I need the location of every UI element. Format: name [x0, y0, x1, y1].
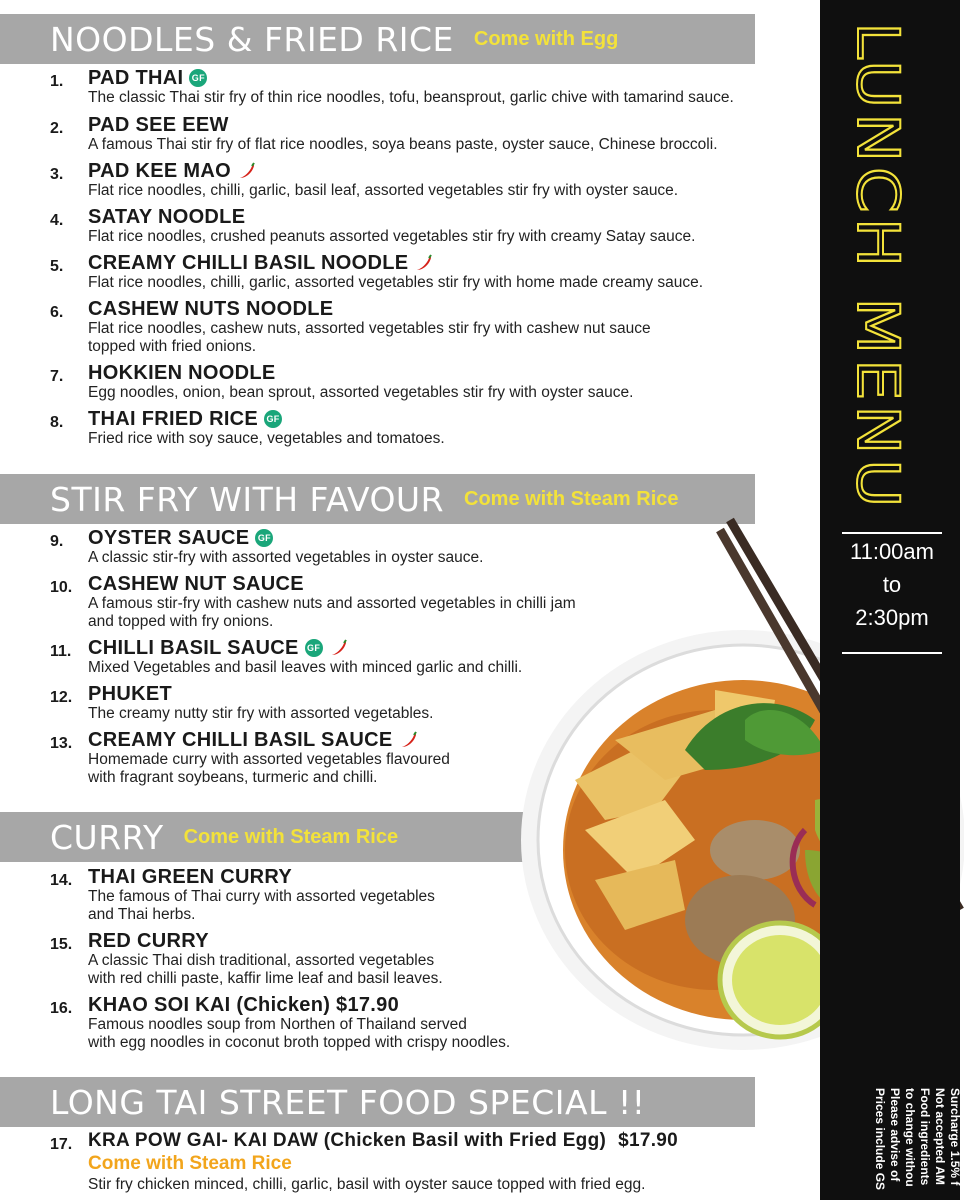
item-number: 15. [50, 936, 73, 953]
item-name: KHAO SOI KAI (Chicken) $17.90 [88, 994, 400, 1016]
item-description-continued: with egg noodles in coconut broth topped with crispy noodles. [88, 1034, 511, 1051]
hours-to: to [882, 572, 902, 597]
section-note: Come with Egg [473, 27, 619, 50]
item-number: 3. [50, 166, 64, 183]
item-name: THAI FRIED RICE [88, 408, 259, 430]
chili-pepper-icon [414, 253, 434, 273]
menu-item [50, 866, 530, 924]
section-title: STIR FRY WITH FAVOUR [50, 479, 444, 519]
item-description: Flat rice noodles, cashew nuts, assorted vegetables stir fry with cashew nut sauce [88, 320, 651, 337]
item-description: Homemade curry with assorted vegetables flavoured [88, 751, 450, 768]
menu-item [50, 1130, 750, 1194]
item-description: Flat rice noodles, chilli, garlic, assorted vegetables stir fry with home made creamy sauce. [88, 274, 704, 291]
item-name: CREAMY CHILLI BASIL SAUCE [88, 729, 393, 751]
item-name: PAD THAI [88, 67, 184, 89]
gluten-free-icon: GF [264, 410, 282, 428]
menu-item [50, 160, 820, 200]
item-description: The classic Thai stir fry of thin rice noodles, tofu, beansprout, garlic chive with tamarind sauce. [88, 89, 734, 106]
item-name: SATAY NOODLE [88, 206, 246, 228]
item-description: Fried rice with soy sauce, vegetables and tomatoes. [88, 430, 445, 447]
chili-pepper-icon [329, 638, 349, 658]
menu-item [50, 573, 690, 631]
menu-item [50, 206, 820, 246]
menu-item [50, 408, 820, 448]
item-description: Famous noodles soup from Northen of Thailand served [88, 1016, 467, 1033]
menu-item [50, 298, 820, 356]
lunch-menu-side-panel [820, 0, 960, 1200]
item-number: 5. [50, 258, 64, 275]
menu-item [50, 930, 530, 988]
item-name: CASHEW NUTS NOODLE [88, 298, 334, 320]
item-number: 7. [50, 368, 64, 385]
menu-item [50, 67, 820, 107]
hours-until: 2:30pm [855, 605, 929, 630]
section-header-noodles [0, 14, 755, 64]
section-title: LONG TAI STREET FOOD SPECIAL !! [50, 1082, 646, 1122]
item-description: The creamy nutty stir fry with assorted vegetables. [88, 705, 434, 722]
menu-item [50, 527, 820, 567]
item-name: PAD SEE EEW [88, 114, 229, 136]
item-name: CHILLI BASIL SAUCE [88, 637, 299, 659]
section-title: CURRY [50, 817, 164, 857]
hours-from: 11:00am [850, 539, 934, 564]
item-description: A famous stir-fry with cashew nuts and assorted vegetables in chilli jam [88, 595, 576, 612]
fine-print [834, 1088, 964, 1200]
item-description: Stir fry chicken minced, chilli, garlic, basil with oyster sauce topped with fried egg. [88, 1176, 646, 1193]
item-description: Mixed Vegetables and basil leaves with minced garlic and chilli. [88, 659, 523, 676]
item-description: A classic Thai dish traditional, assorted vegetables [88, 952, 435, 969]
item-number: 11. [50, 643, 72, 660]
item-name: CREAMY CHILLI BASIL NOODLE [88, 252, 409, 274]
item-description-continued: with fragrant soybeans, turmeric and chilli. [88, 769, 378, 786]
menu-item [50, 252, 820, 292]
section-header-curry [0, 812, 525, 862]
item-name: RED CURRY [88, 930, 209, 952]
item-number: 1. [50, 73, 64, 90]
lunch-menu-title [844, 22, 925, 522]
item-number: 2. [50, 120, 64, 137]
item-note: Come with Steam Rice [88, 1153, 292, 1174]
item-description: Flat rice noodles, chilli, garlic, basil leaf, assorted vegetables stir fry with oyster sauce. [88, 182, 679, 199]
gluten-free-icon: GF [305, 639, 323, 657]
item-name: PAD KEE MAO [88, 160, 231, 182]
item-description: The famous of Thai curry with assorted vegetables [88, 888, 435, 905]
gluten-free-icon: GF [255, 529, 273, 547]
item-description-continued: and Thai herbs. [88, 906, 196, 923]
item-description-continued: and topped with fry onions. [88, 613, 274, 630]
menu-item [50, 114, 820, 154]
fine-print-line: to change withou [903, 1088, 917, 1187]
menu-item [50, 637, 650, 677]
item-number: 4. [50, 212, 64, 229]
menu-item [50, 994, 610, 1052]
menu-item [50, 362, 820, 402]
item-name: PHUKET [88, 683, 173, 705]
fine-print-line: Prices include GS [873, 1088, 887, 1191]
divider [842, 652, 942, 654]
lunch-hours [842, 535, 942, 634]
gluten-free-icon: GF [189, 69, 207, 87]
item-name: THAI GREEN CURRY [88, 866, 293, 888]
item-description-continued: topped with fried onions. [88, 338, 257, 355]
section-note: Come with Steam Rice [464, 487, 679, 510]
menu-item [50, 729, 530, 787]
item-description: Egg noodles, onion, bean sprout, assorted vegetables stir fry with oyster sauce. [88, 384, 634, 401]
section-title: NOODLES & FRIED RICE [50, 19, 454, 59]
item-number: 6. [50, 304, 64, 321]
item-number: 17. [50, 1136, 73, 1153]
section-note: Come with Steam Rice [183, 825, 399, 848]
item-name: CASHEW NUT SAUCE [88, 573, 304, 595]
chili-pepper-icon [399, 730, 419, 750]
fine-print-line: Not accepted AM [933, 1088, 947, 1185]
fine-print-line: Surcharge 1.5% f [948, 1088, 962, 1186]
item-description: A famous Thai stir fry of flat rice noodles, soya beans paste, oyster sauce, Chinese broccoli. [88, 136, 718, 153]
item-description: Flat rice noodles, crushed peanuts assorted vegetables stir fry with creamy Satay sauce. [88, 228, 696, 245]
section-header-stirfry [0, 474, 755, 524]
item-number: 9. [50, 533, 64, 550]
item-name: KRA POW GAI- KAI DAW (Chicken Basil with Fried Egg) [88, 1130, 607, 1151]
item-description-continued: with red chilli paste, kaffir lime leaf and basil leaves. [88, 970, 443, 987]
item-number: 13. [50, 735, 73, 752]
item-description: A classic stir-fry with assorted vegetables in oyster sauce. [88, 549, 484, 566]
divider [842, 532, 942, 534]
item-price: $17.90 [618, 1130, 679, 1151]
item-number: 14. [50, 872, 73, 889]
item-name: OYSTER SAUCE [88, 527, 250, 549]
item-number: 8. [50, 414, 64, 431]
menu-item [50, 683, 550, 723]
fine-print-line: Please advise of [888, 1088, 902, 1182]
item-number: 12. [50, 689, 73, 706]
item-number: 16. [50, 1000, 73, 1017]
lunch-menu-title-text: LUNCH MENU [844, 22, 912, 453]
item-number: 10. [50, 579, 73, 596]
chili-pepper-icon [237, 161, 257, 181]
fine-print-line: Food ingredients [918, 1088, 932, 1186]
item-name: HOKKIEN NOODLE [88, 362, 276, 384]
